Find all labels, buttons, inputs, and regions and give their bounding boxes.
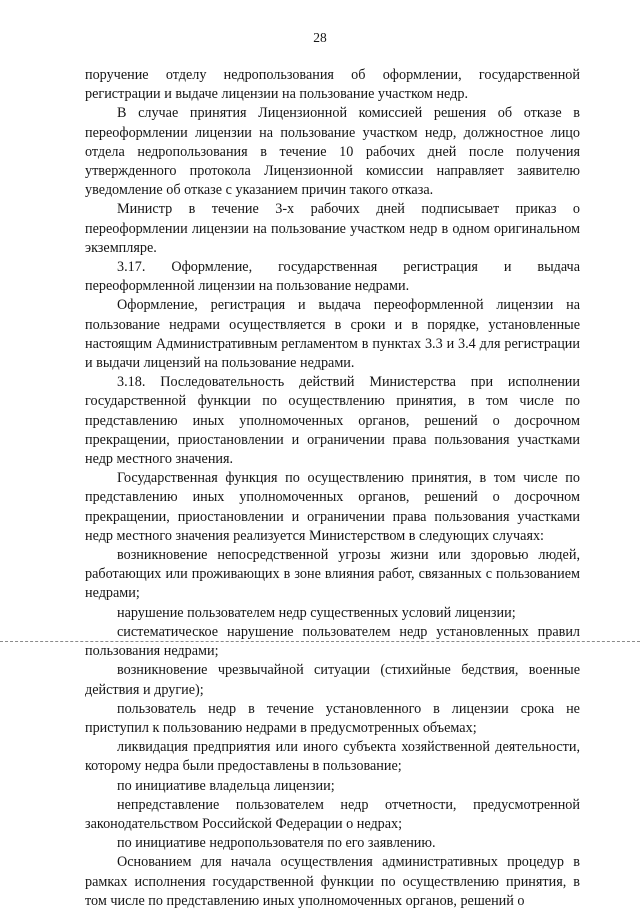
paragraph: непредставление пользователем недр отчетности, предусмотренной законодательством Российской Федерации о недрах; xyxy=(85,796,580,832)
paragraph: нарушение пользователем недр существенных условий лицензии; xyxy=(117,604,516,621)
paragraph: по инициативе недропользователя по его заявлению. xyxy=(117,835,436,852)
paragraph: Министр в течение 3-х рабочих дней подписывает приказ о переоформлении лицензии на пользование участком недр в одном оригинальном экземпляре. xyxy=(85,201,580,256)
paragraph: Основанием для начала осуществления административных процедур в рамках исполнения государственной функции по осуществлению принятия, в том числе по представлению иных уполномоченных органов, решений о xyxy=(85,854,580,909)
paragraph: систематическое нарушение пользователем недр установленных правил пользования недрами; xyxy=(85,623,580,660)
document-body xyxy=(85,66,580,911)
paragraph: пользователь недр в течение установленного в лицензии срока не приступил к пользованию недрами в предусмотренных объемах; xyxy=(85,700,580,736)
paragraph: по инициативе владельца лицензии; xyxy=(117,777,335,794)
paragraph: 3.17. Оформление, государственная регистрация и выдача переоформленной лицензии на пользование недрами. xyxy=(85,259,580,295)
paragraph: В случае принятия Лицензионной комиссией решения об отказе в переоформлении лицензии на пользование участком недр, должностное лицо отдела недропользования в течение 10 рабочих дней после получения утвержденного протокола Лицензионной комиссии направляет заявителю уведомление об отказе с указанием причин такого отказа. xyxy=(85,105,580,199)
page-number: 28 xyxy=(313,30,327,45)
paragraph: поручение отделу недропользования об оформлении, государственной регистрации и выдаче лицензии на пользование участком недр. xyxy=(85,67,580,103)
paragraph: 3.18. Последовательность действий Министерства при исполнении государственной функции по осуществлению принятия, в том числе по представлению иных уполномоченных органов, решений о досрочном прекращении, приостановлении и ограничении права пользования участками недр местного значения. xyxy=(85,374,580,468)
paragraph: возникновение непосредственной угрозы жизни или здоровью людей, работающих или проживающих в зоне влияния работ, связанных с пользованием недрами; xyxy=(85,547,580,602)
paragraph: Государственная функция по осуществлению принятия, в том числе по представлению иных уполномоченных органов, решений о досрочном прекращении, приостановлении и ограничении права пользования участками недр местного значения реализуется Министерством в следующих случаях: xyxy=(85,470,580,544)
scan-artifact-line xyxy=(0,641,640,642)
paragraph: возникновение чрезвычайной ситуации (стихийные бедствия, военные действия и другие); xyxy=(85,662,580,698)
paragraph: Оформление, регистрация и выдача переоформленной лицензии на пользование недрами осуществляется в сроки и в порядке, установленные настоящим Административным регламентом в пунктах 3.3 и 3.4 для регистрации и выдачи лицензий на пользование недрами. xyxy=(85,297,580,372)
paragraph: ликвидация предприятия или иного субъекта хозяйственной деятельности, которому недра были предоставлены в пользование; xyxy=(85,739,580,775)
